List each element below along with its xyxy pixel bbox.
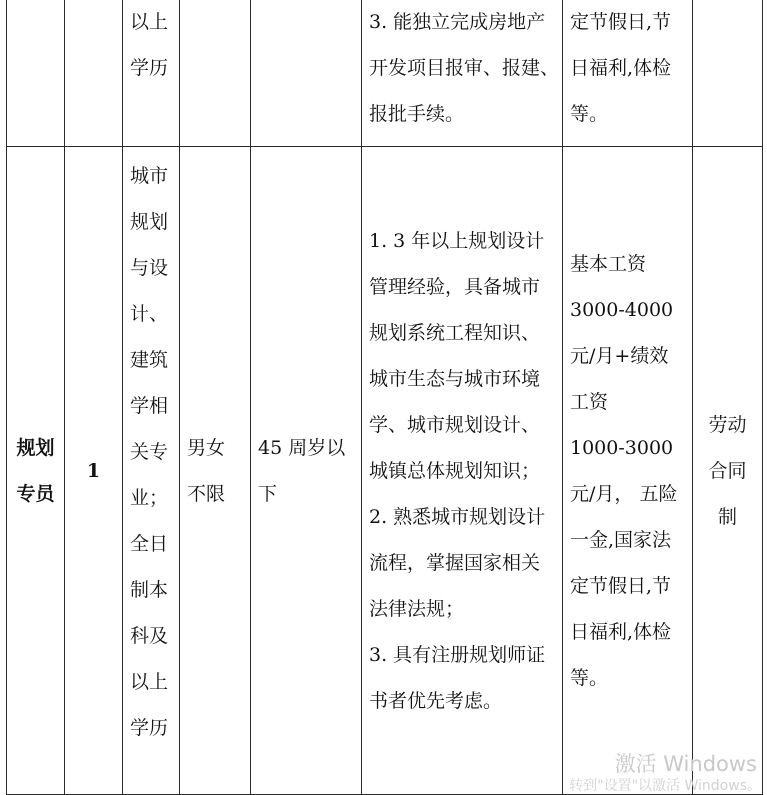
cell-age: [251, 147, 362, 795]
text-line: 工资: [570, 390, 609, 413]
recruitment-table: [6, 0, 763, 795]
text-line: 制: [717, 505, 737, 528]
text-line: 等。: [570, 666, 609, 689]
text-line: 科及: [130, 625, 169, 647]
cell-gender: [180, 147, 251, 795]
text-line: 城市: [130, 165, 169, 187]
position-title: 规划: [16, 436, 55, 459]
cell-gender-empty: [180, 0, 251, 147]
cell-count: [65, 147, 123, 795]
text-line: 学相: [130, 395, 169, 417]
text-line: 定节假日,节: [570, 11, 672, 33]
text-line: 关专: [130, 441, 169, 463]
cell-education-continued: [123, 0, 180, 147]
table-row-planning-specialist: [7, 147, 763, 795]
cell-count-empty: [65, 0, 123, 147]
text-line: 建筑: [130, 349, 169, 371]
text-line: 男女: [187, 436, 226, 459]
text-line: 不限: [187, 482, 226, 505]
text-line: 3. 能独立完成房地产: [369, 11, 546, 33]
text-line: 1000-3000: [570, 436, 674, 459]
windows-activation-watermark: 激活 Windows: [614, 752, 757, 776]
text-line: 规划: [130, 211, 169, 233]
text-line: 开发项目报审、报建、: [369, 57, 560, 79]
headcount: 1: [86, 459, 101, 482]
text-line: 以上: [130, 671, 169, 693]
cell-benefits-continued: [563, 0, 693, 147]
text-line: 下: [258, 482, 278, 505]
text-line: 书者优先考虑。: [369, 689, 503, 712]
cell-benefits: [563, 147, 693, 795]
text-line: 制本: [130, 579, 169, 601]
text-line: 法律法规；: [369, 597, 465, 620]
windows-activation-hint: 转到"设置"以激活 Windows。: [569, 778, 761, 794]
position-title: 专员: [16, 482, 55, 505]
cell-requirements: [362, 147, 563, 795]
text-line: 元/月， 五险: [570, 482, 678, 505]
text-line: 管理经验，具备城市: [369, 275, 541, 298]
text-line: 全日: [130, 533, 169, 555]
text-line: 3000-4000: [570, 298, 674, 321]
text-line: 学历: [130, 717, 169, 739]
table-row-continued: [7, 0, 763, 147]
text-line: 2. 熟悉城市规划设计: [369, 505, 546, 528]
text-line: 与设: [130, 257, 169, 279]
text-line: 业；: [130, 487, 169, 509]
cell-position: [7, 147, 65, 795]
text-line: 学历: [130, 57, 169, 79]
text-line: 以上: [130, 11, 169, 33]
text-line: 城镇总体规划知识；: [369, 459, 541, 482]
text-line: 报批手续。: [369, 103, 465, 125]
cell-requirements-continued: [362, 0, 563, 147]
cell-position-empty: [7, 0, 65, 147]
text-line: 流程，掌握国家相关: [369, 551, 541, 574]
text-line: 1. 3 年以上规划设计: [369, 229, 545, 252]
text-line: 日福利,体检: [570, 57, 672, 79]
text-line: 元/月+绩效: [570, 344, 669, 367]
cell-contract: [693, 147, 763, 795]
cell-contract-empty: [693, 0, 763, 147]
text-line: 一金,国家法: [570, 528, 672, 551]
text-line: 学、城市规划设计、: [369, 413, 541, 436]
text-line: 劳动: [708, 413, 747, 436]
text-line: 等。: [570, 103, 609, 125]
cell-education: [123, 147, 180, 795]
text-line: 基本工资: [570, 252, 647, 275]
text-line: 45 周岁以: [258, 436, 346, 459]
text-line: 合同: [708, 459, 747, 482]
cell-age-empty: [251, 0, 362, 147]
text-line: 计、: [130, 303, 169, 325]
text-line: 城市生态与城市环境: [369, 367, 541, 390]
text-line: 日福利,体检: [570, 620, 672, 643]
text-line: 3. 具有注册规划师证: [369, 643, 546, 666]
text-line: 定节假日,节: [570, 574, 672, 597]
text-line: 规划系统工程知识、: [369, 321, 541, 344]
